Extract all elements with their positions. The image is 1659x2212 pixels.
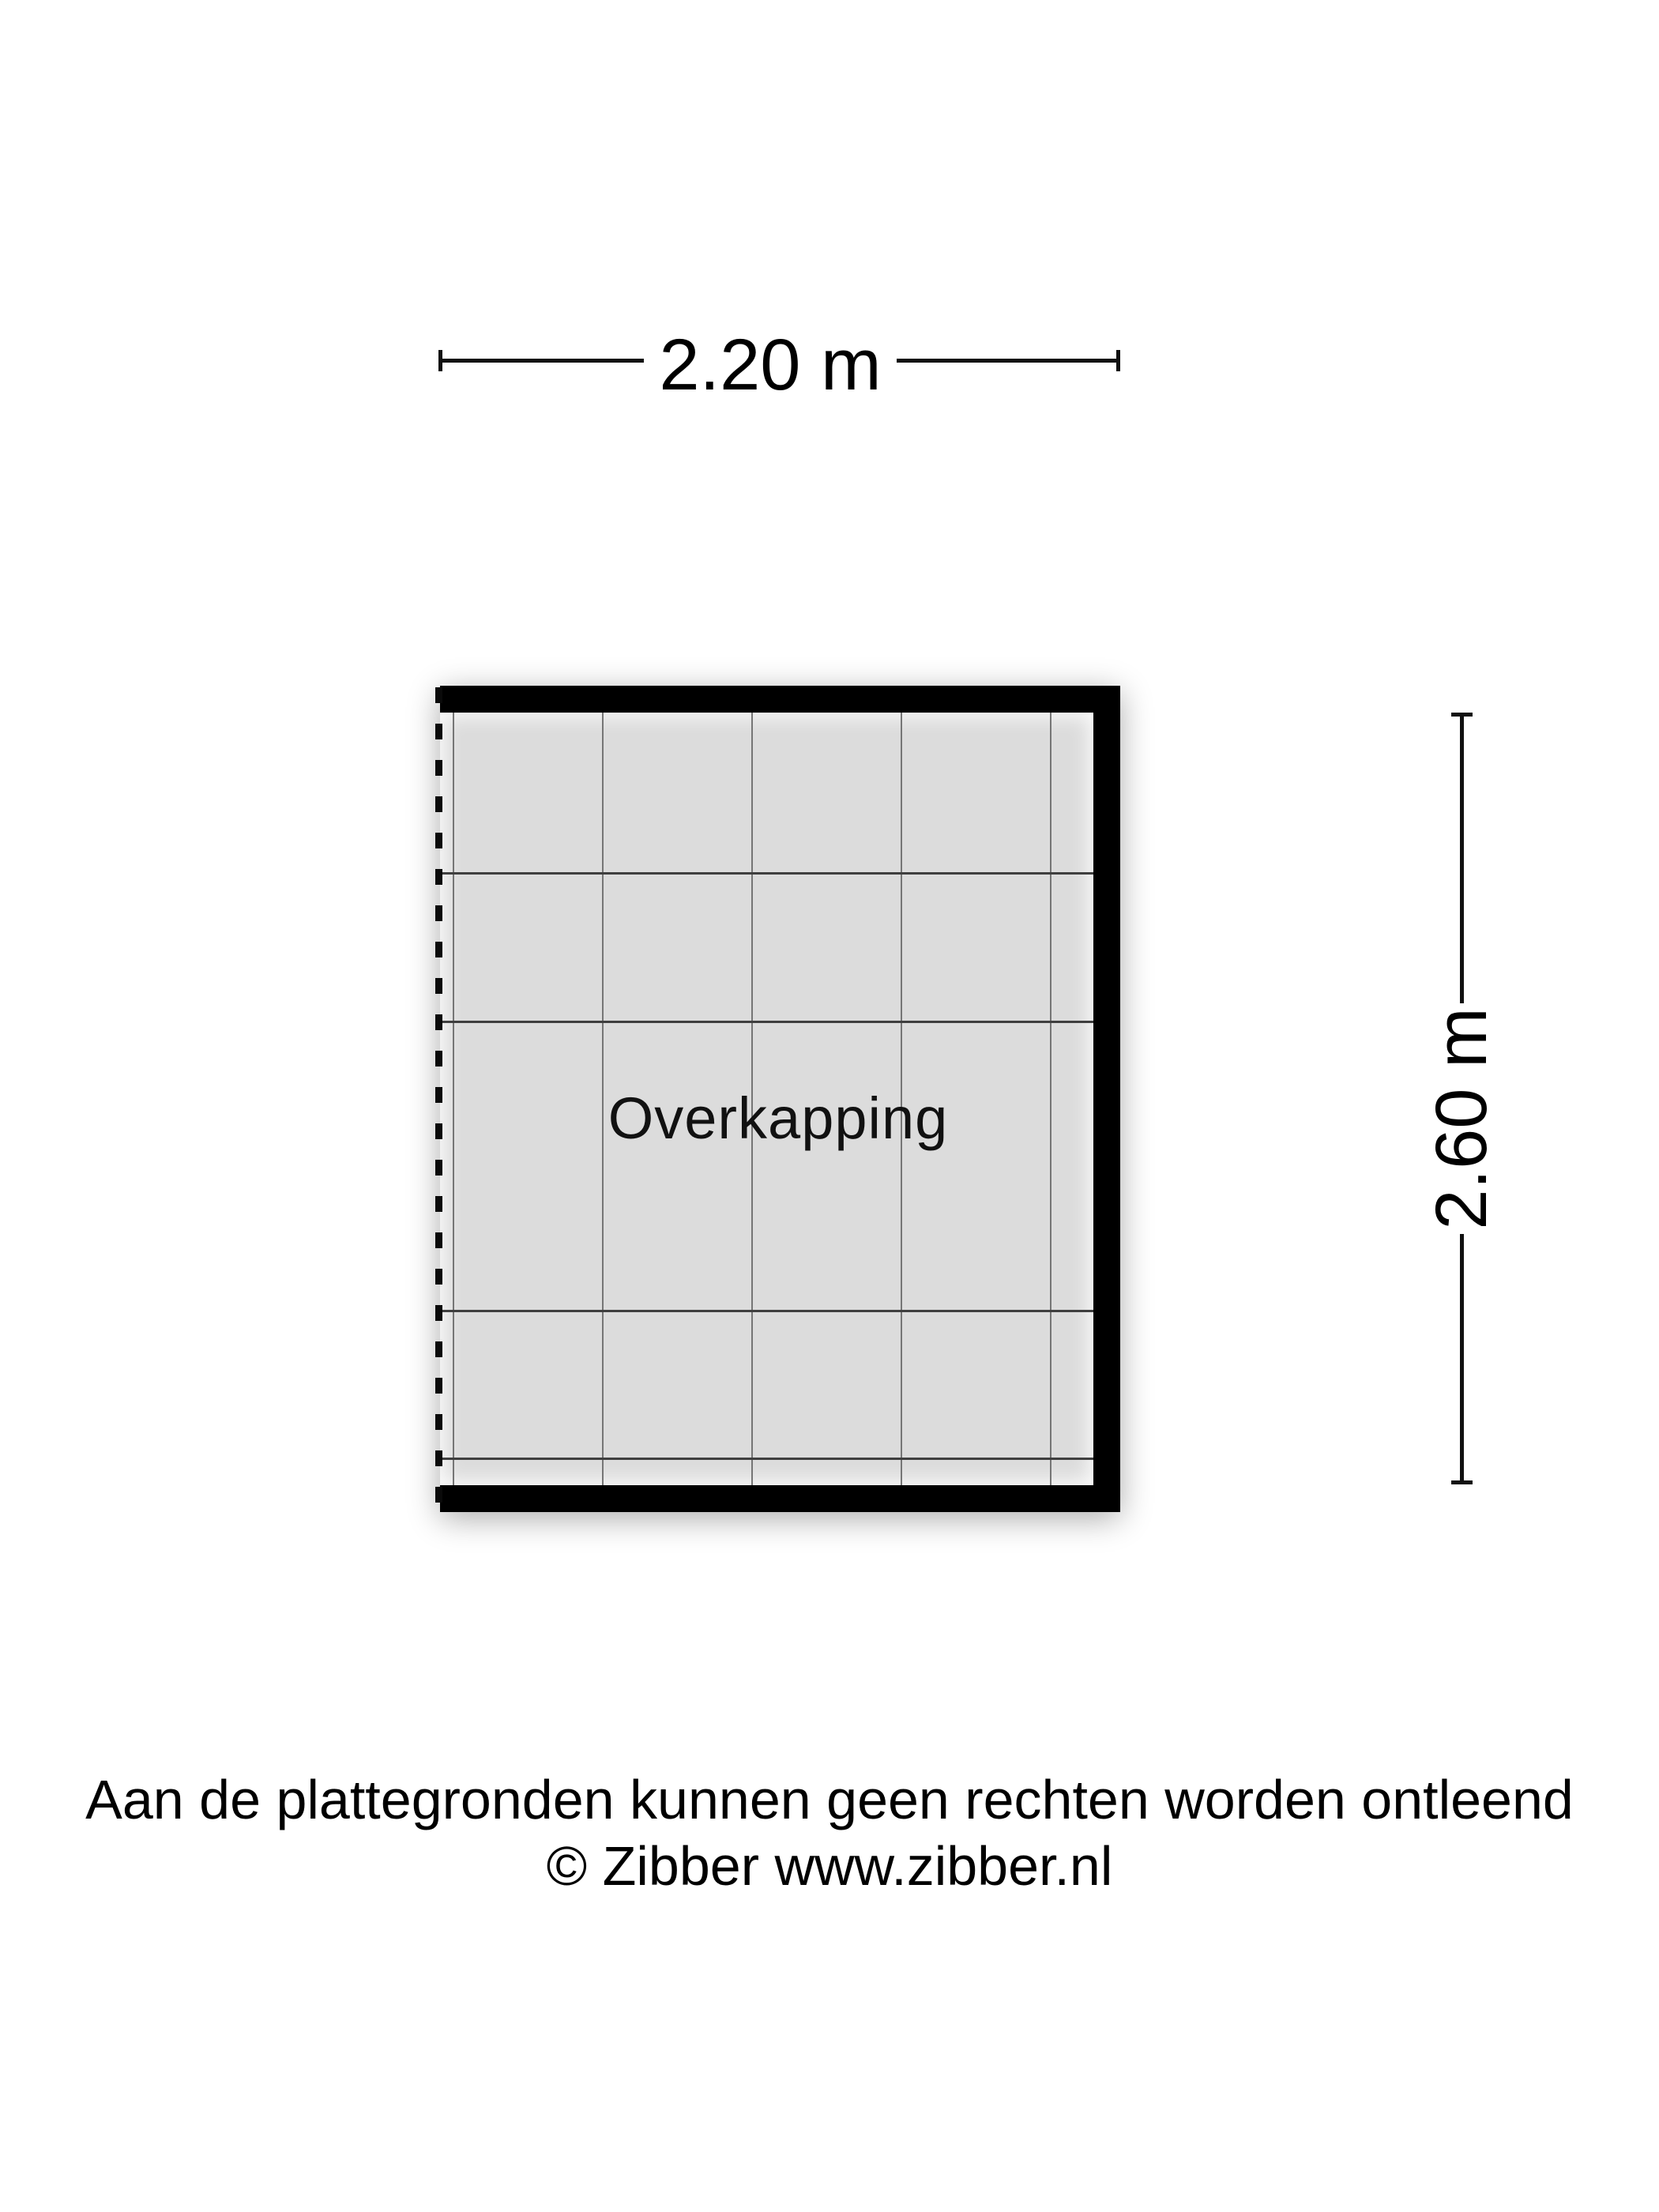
tile-grid-horizontal-line [440, 1458, 1093, 1460]
tile-grid-vertical-line [1050, 713, 1051, 1485]
wall-bottom [440, 1485, 1120, 1512]
copyright-text: © Zibber www.zibber.nl [546, 1835, 1113, 1897]
disclaimer-text: Aan de plattegronden kunnen geen rechten worden ontleend [85, 1769, 1574, 1830]
width-dimension-line-left [440, 359, 644, 363]
open-side-dashed-line [435, 687, 442, 1510]
height-dimension-tick-bottom [1451, 1480, 1473, 1484]
footer [0, 1766, 1659, 1899]
tile-grid-vertical-line [453, 713, 454, 1485]
width-dimension-line-right [897, 359, 1120, 363]
room-label: Overkapping [608, 1085, 949, 1151]
wall-right [1093, 686, 1120, 1512]
width-dimension-label: 2.20 m [659, 324, 882, 405]
wall-top [440, 686, 1120, 713]
tile-grid-horizontal-line [440, 1021, 1093, 1023]
tile-grid-horizontal-line [440, 872, 1093, 875]
height-dimension-line-bottom [1460, 1234, 1464, 1483]
height-dimension-line-top [1460, 716, 1464, 1003]
width-dimension-tick-right [1116, 350, 1120, 371]
height-dimension-label: 2.60 m [1420, 1007, 1502, 1230]
tile-grid-horizontal-line [440, 1310, 1093, 1312]
